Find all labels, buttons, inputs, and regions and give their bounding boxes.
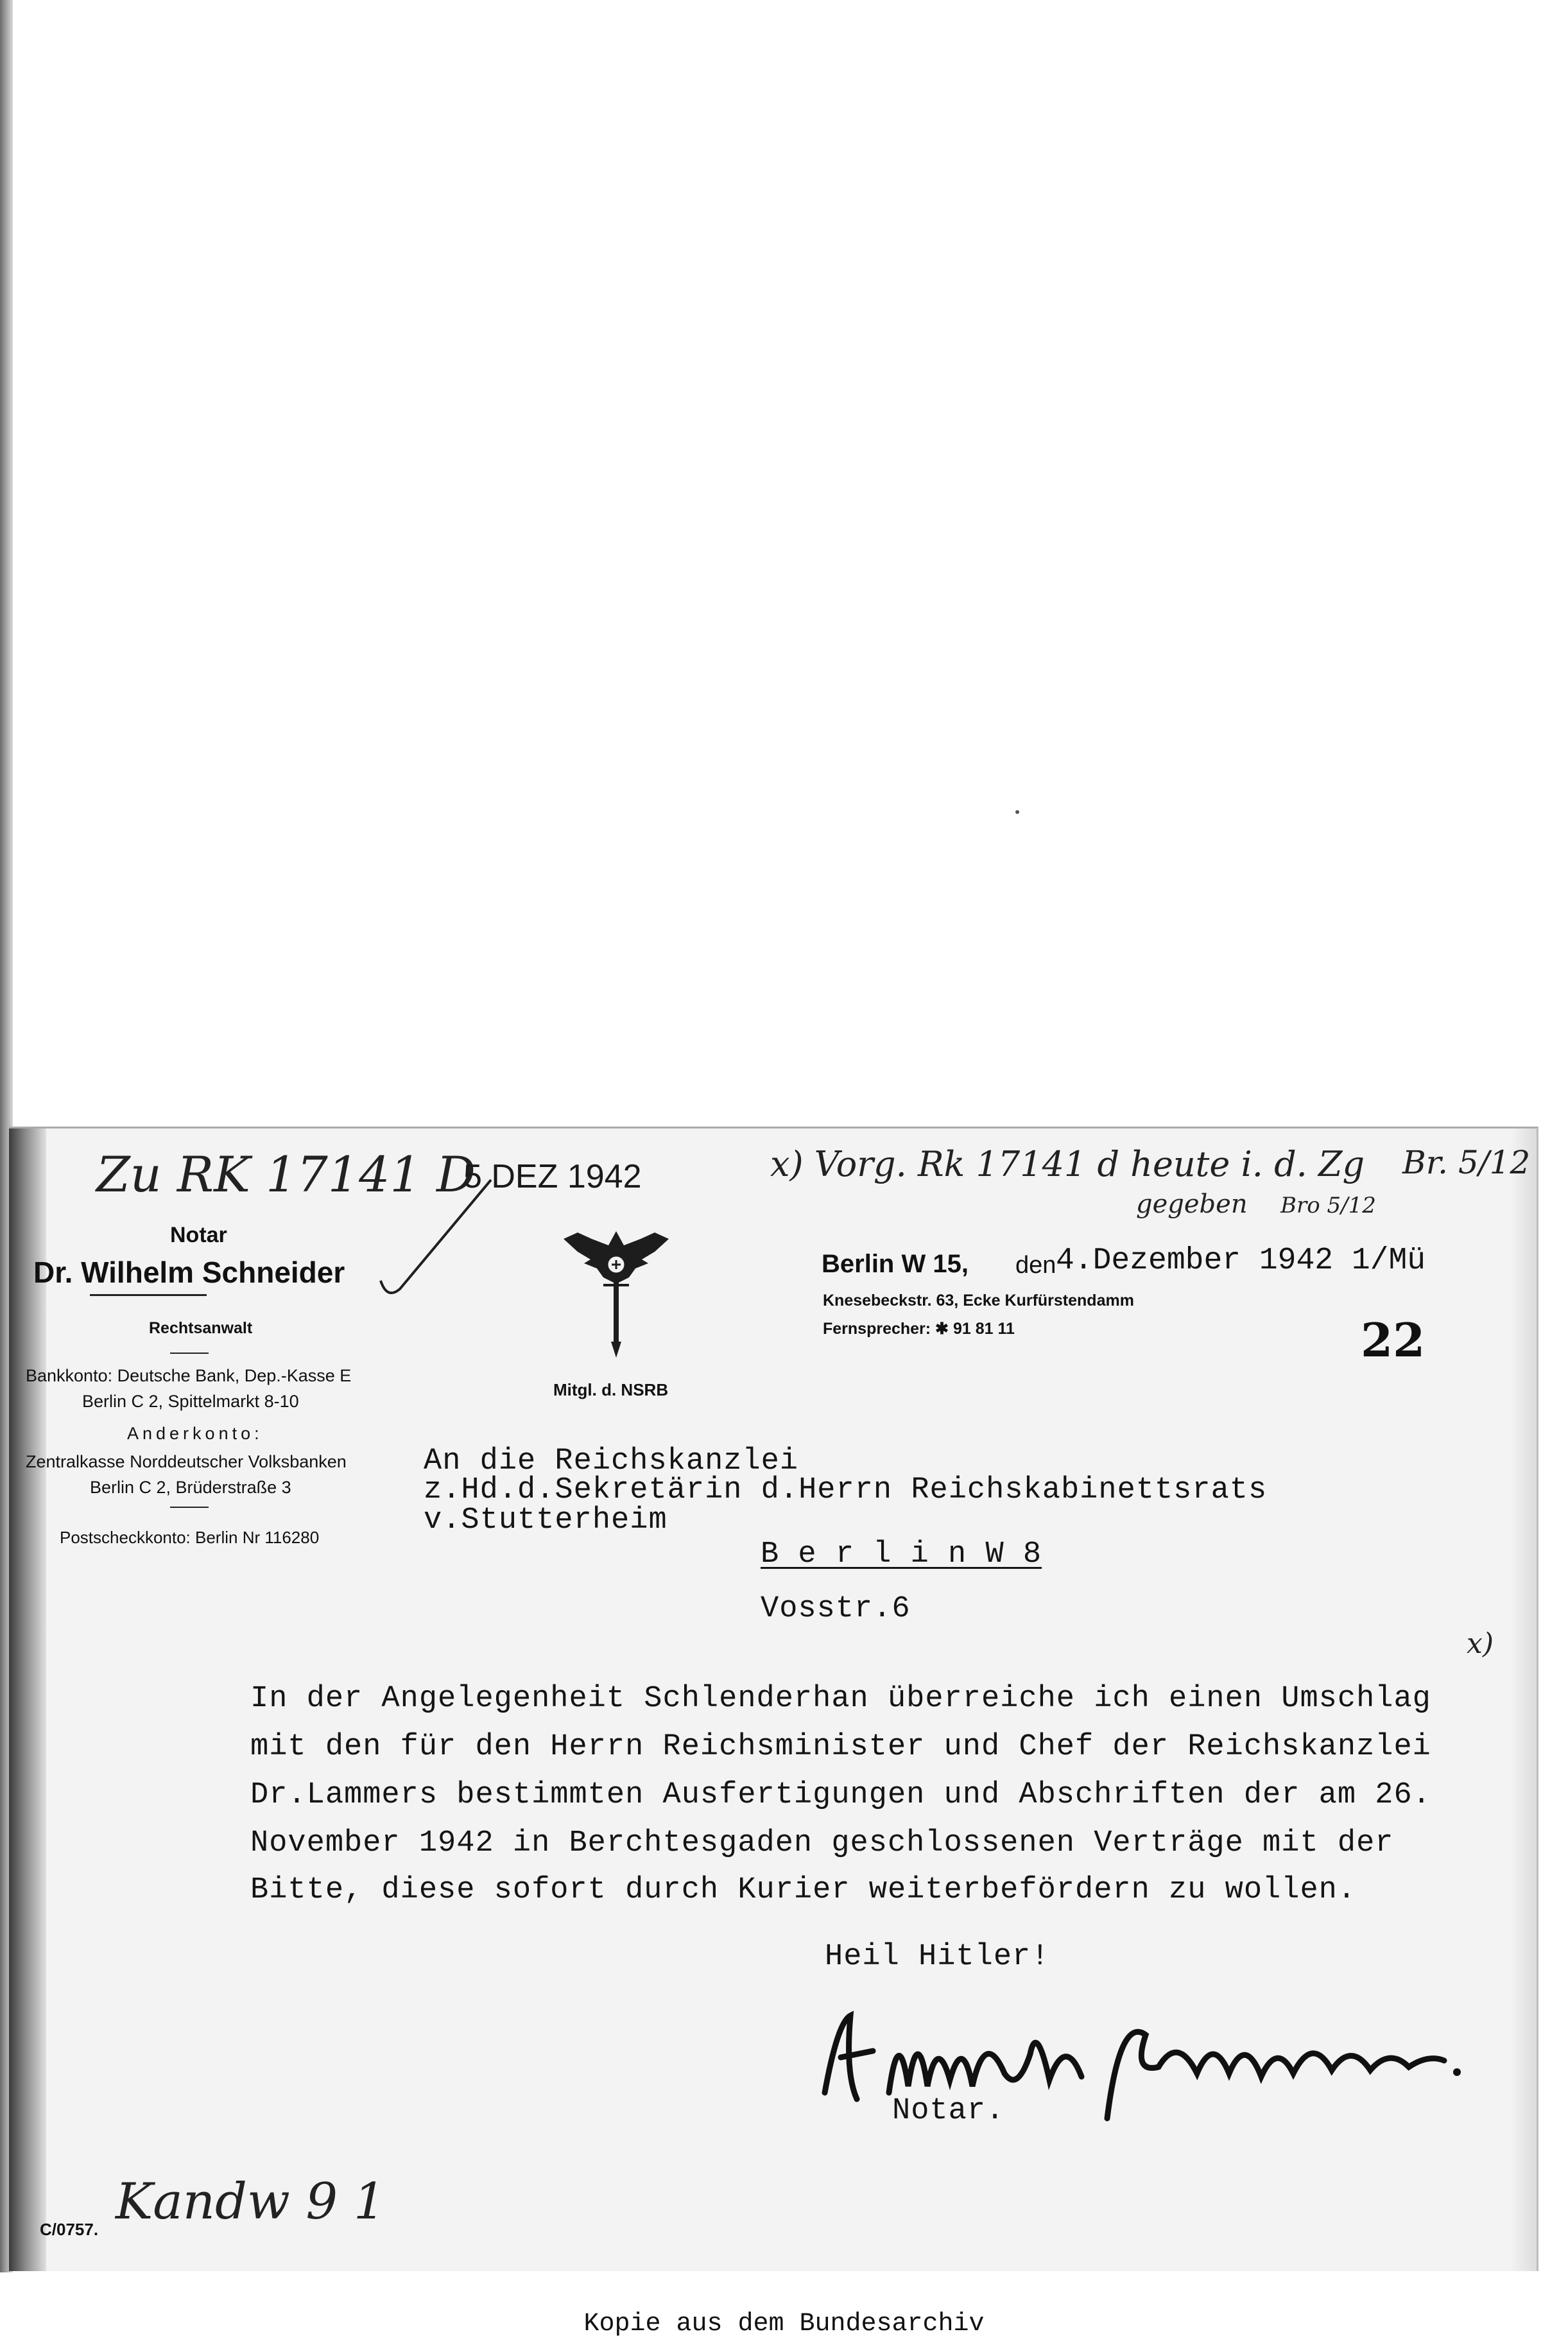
eagle-emblem-icon <box>558 1226 674 1364</box>
form-code: C/0757. <box>40 2220 99 2239</box>
bank-account-line1: Bankkonto: Deutsche Bank, Dep.-Kasse E <box>26 1366 352 1385</box>
speck <box>1015 810 1019 814</box>
check-mark-stroke <box>375 1168 504 1303</box>
postal-account: Postscheckkonto: Berlin Nr 116280 <box>60 1528 320 1547</box>
sender-city: Berlin W 15, <box>822 1250 969 1278</box>
body-marker: x) <box>1467 1627 1494 1660</box>
sender-den: den <box>1015 1252 1056 1279</box>
recipient-street: Vosstr.6 <box>761 1592 911 1626</box>
letterhead-profession: Rechtsanwalt <box>149 1319 253 1337</box>
letter-date: 4.Dezember 1942 1/Mü <box>1056 1243 1426 1278</box>
sender-address: Knesebeckstr. 63, Ecke Kurfürstendamm <box>823 1292 1134 1310</box>
bank-account-line2: Berlin C 2, Spittelmarkt 8-10 <box>82 1392 299 1411</box>
trust-account-label: Anderkonto: <box>127 1424 263 1443</box>
archive-footer: Kopie aus dem Bundesarchiv <box>583 2310 985 2339</box>
signature-title: Notar. <box>892 2094 1005 2128</box>
closing-greeting: Heil Hitler! <box>825 1940 1050 1974</box>
recipient-line1: An die Reichskanzlei <box>424 1444 799 1478</box>
handwritten-kanzlei-note: Kandw 9 1 <box>116 2173 386 2231</box>
handwritten-note-gegeben: gegeben <box>1136 1189 1248 1219</box>
body-line-3: Dr.Lammers bestimmten Ausfertigungen und Abschriften der am 26. <box>250 1778 1431 1812</box>
name-underline <box>90 1294 207 1296</box>
body-line-4: November 1942 in Berchtesgaden geschlossenen Verträge mit der <box>250 1826 1394 1860</box>
sender-phone: Fernsprecher: ✱ 91 81 11 <box>823 1320 1015 1338</box>
emblem-caption: Mitgl. d. NSRB <box>553 1380 669 1399</box>
handwritten-reference: Zu RK 17141 D <box>96 1146 476 1203</box>
handwritten-initials-right: Br. 5/12 <box>1402 1144 1531 1181</box>
handwritten-note: x) Vorg. Rk 17141 d heute i. d. Zg <box>770 1144 1365 1184</box>
letterhead-notar: Notar <box>170 1223 227 1247</box>
trust-account-line2: Berlin C 2, Brüderstraße 3 <box>90 1478 291 1497</box>
recipient-city: B e r l i n W 8 <box>761 1537 1042 1571</box>
divider <box>170 1507 209 1508</box>
received-date-stamp: 5 DEZ 1942 <box>463 1158 642 1195</box>
body-line-1: In der Angelegenheit Schlenderhan überreiche ich einen Umschlag <box>250 1682 1431 1716</box>
trust-account-line1: Zentralkasse Norddeutscher Volksbanken <box>26 1452 347 1471</box>
handwritten-initials: Bro 5/12 <box>1280 1193 1376 1218</box>
letter-binding-shadow <box>9 1128 46 2271</box>
recipient-line3: v.Stutterheim <box>424 1503 668 1537</box>
page-number: 22 <box>1361 1313 1426 1367</box>
letterhead-name: Dr. Wilhelm Schneider <box>33 1256 345 1289</box>
body-line-2: mit den für den Herrn Reichsminister und Chef der Reichskanzlei <box>250 1730 1431 1764</box>
recipient-line2: z.Hd.d.Sekretärin d.Herrn Reichskabinettsrats <box>424 1473 1268 1507</box>
body-line-5: Bitte, diese sofort durch Kurier weiterbefördern zu wollen. <box>250 1873 1357 1907</box>
divider <box>170 1353 209 1354</box>
